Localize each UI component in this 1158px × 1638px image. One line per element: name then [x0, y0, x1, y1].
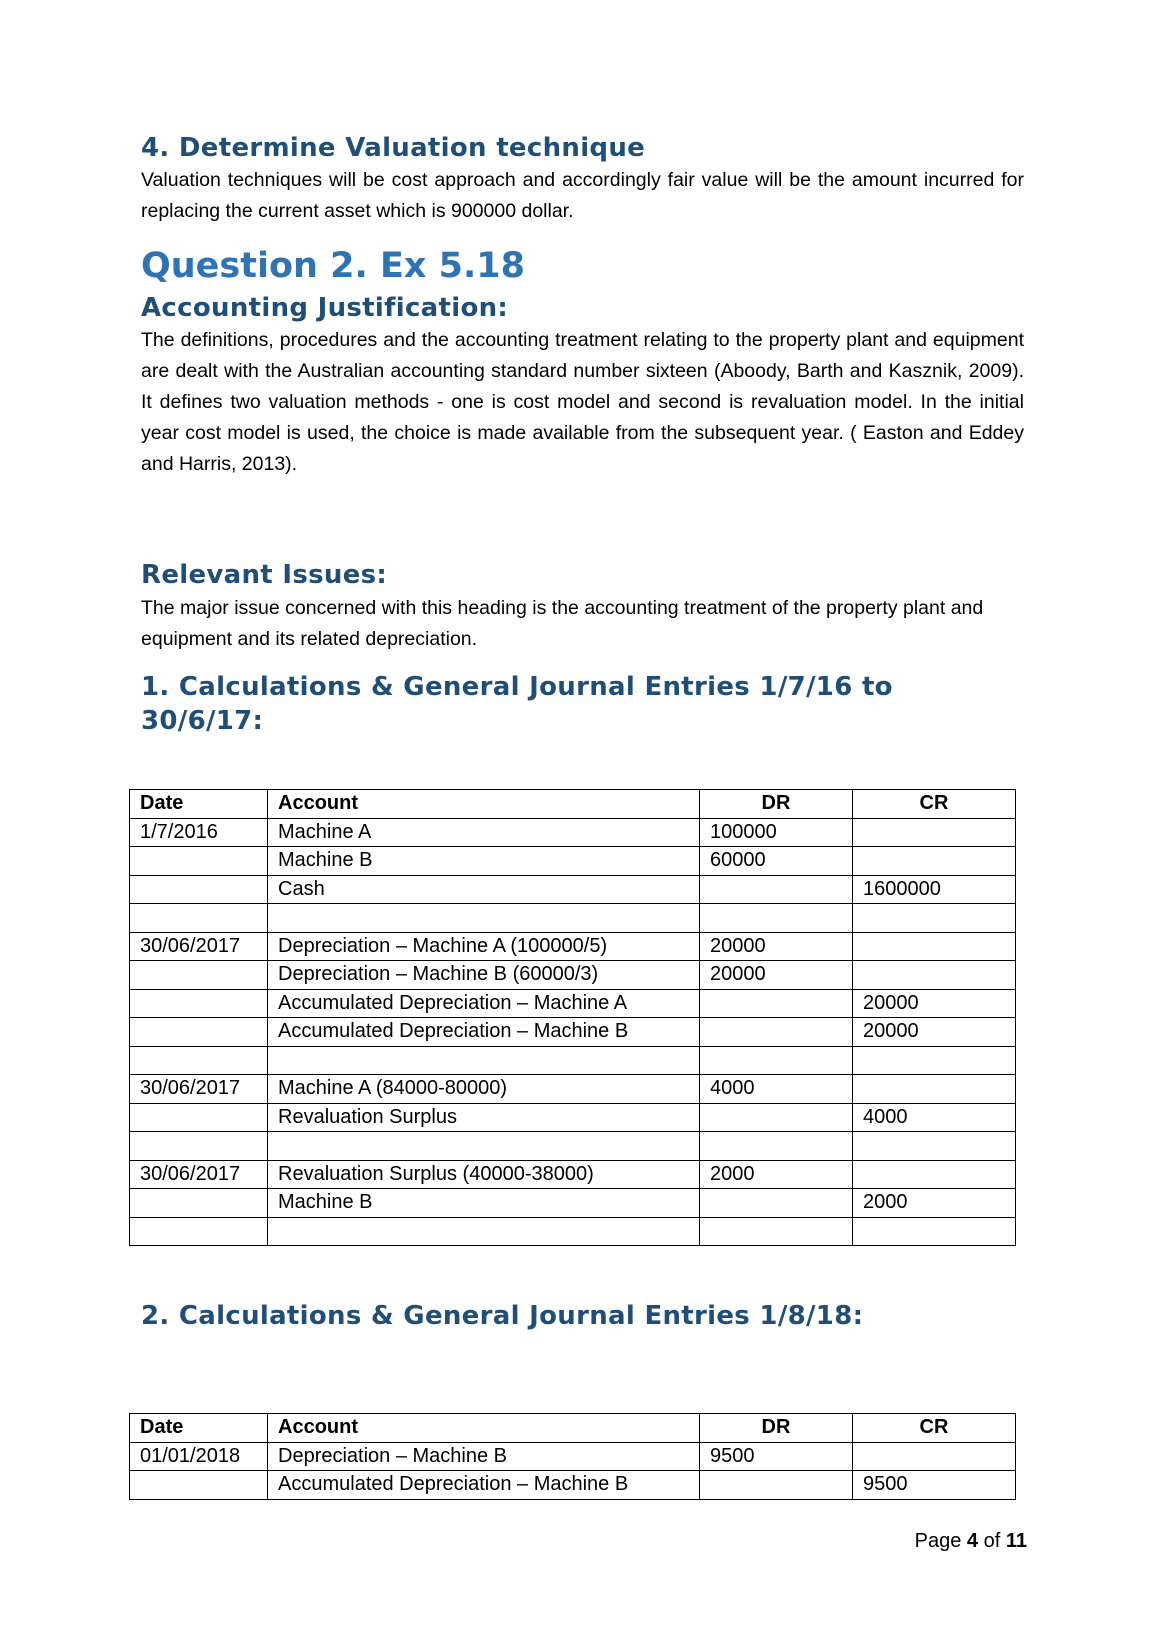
account-cell	[268, 1046, 700, 1075]
cr-cell	[853, 932, 1016, 961]
account-cell: Depreciation – Machine A (100000/5)	[268, 932, 700, 961]
date-cell: 01/01/2018	[130, 1442, 268, 1471]
date-cell	[130, 1018, 268, 1047]
date-column-header: Date	[130, 790, 268, 819]
cr-cell: 1600000	[853, 875, 1016, 904]
dr-cell	[700, 989, 853, 1018]
journal-1-heading: 1. Calculations & General Journal Entries 1/7/16 to 30/6/17:	[141, 672, 893, 736]
cr-column-header: CR	[853, 790, 1016, 819]
accounting-justification-paragraph: The definitions, procedures and the accounting treatment relating to the property plant and equipment are dealt with the Australian accounting standard number sixteen (Aboody, Barth and Kasznik, 2009). It defines two valuation methods - one is cost model and second is revaluation model. In the initial year cost model is used, the choice is made available from the subsequent year. ( Easton and Eddey and Harris, 2013).	[141, 329, 1024, 475]
table-row	[130, 1471, 1016, 1500]
journal-table-2016-2017	[129, 789, 1016, 1246]
account-cell: Machine B	[268, 847, 700, 876]
table-row	[130, 1217, 1016, 1246]
account-cell	[268, 1217, 700, 1246]
dr-cell	[700, 1103, 853, 1132]
page-footer	[915, 1526, 1027, 1556]
dr-cell: 9500	[700, 1442, 853, 1471]
dr-cell	[700, 1046, 853, 1075]
date-cell: 1/7/2016	[130, 818, 268, 847]
dr-cell	[700, 1132, 853, 1161]
cr-cell	[853, 1217, 1016, 1246]
table-row	[130, 1160, 1016, 1189]
date-column-header: Date	[130, 1414, 268, 1443]
date-cell	[130, 1132, 268, 1161]
cr-cell: 20000	[853, 1018, 1016, 1047]
account-cell: Machine A	[268, 818, 700, 847]
dr-cell	[700, 1217, 853, 1246]
dr-cell: 20000	[700, 932, 853, 961]
journal-2-heading: 2. Calculations & General Journal Entries 1/8/18:	[141, 1301, 864, 1331]
date-cell: 30/06/2017	[130, 1160, 268, 1189]
cr-cell	[853, 1160, 1016, 1189]
table-row	[130, 1189, 1016, 1218]
date-cell	[130, 961, 268, 990]
account-cell: Depreciation – Machine B (60000/3)	[268, 961, 700, 990]
account-column-header: Account	[268, 790, 700, 819]
question-title: Question 2. Ex 5.18	[141, 246, 525, 286]
cr-cell: 4000	[853, 1103, 1016, 1132]
journal-table-2018	[129, 1413, 1016, 1500]
table-row	[130, 1132, 1016, 1161]
dr-cell	[700, 904, 853, 933]
date-cell	[130, 1217, 268, 1246]
account-cell: Cash	[268, 875, 700, 904]
table-header-row	[130, 790, 1016, 819]
dr-cell	[700, 1189, 853, 1218]
dr-cell: 20000	[700, 961, 853, 990]
cr-cell: 2000	[853, 1189, 1016, 1218]
dr-cell	[700, 875, 853, 904]
cr-cell	[853, 1442, 1016, 1471]
table-row	[130, 847, 1016, 876]
date-cell	[130, 1103, 268, 1132]
account-cell: Machine A (84000-80000)	[268, 1075, 700, 1104]
date-cell	[130, 1189, 268, 1218]
account-cell: Depreciation – Machine B	[268, 1442, 700, 1471]
table-row	[130, 1046, 1016, 1075]
table-row	[130, 961, 1016, 990]
table-row	[130, 1103, 1016, 1132]
dr-column-header: DR	[700, 790, 853, 819]
table-header-row	[130, 1414, 1016, 1443]
accounting-justification-heading: Accounting Justification:	[141, 293, 509, 323]
page-number: 4	[966, 1530, 979, 1552]
cr-cell: 20000	[853, 989, 1016, 1018]
relevant-issues-paragraph: The major issue concerned with this heading is the accounting treatment of the property plant and equipment and its related depreciation.	[141, 597, 984, 650]
dr-cell: 4000	[700, 1075, 853, 1104]
dr-cell: 100000	[700, 818, 853, 847]
account-cell	[268, 904, 700, 933]
account-column-header: Account	[268, 1414, 700, 1443]
cr-cell	[853, 818, 1016, 847]
table-row	[130, 875, 1016, 904]
dr-cell	[700, 1471, 853, 1500]
cr-cell	[853, 847, 1016, 876]
account-cell: Machine B	[268, 1189, 700, 1218]
account-cell: Accumulated Depreciation – Machine B	[268, 1018, 700, 1047]
account-cell: Revaluation Surplus	[268, 1103, 700, 1132]
page-label: Page	[914, 1530, 962, 1552]
cr-cell	[853, 1132, 1016, 1161]
dr-cell	[700, 1018, 853, 1047]
date-cell	[130, 847, 268, 876]
account-cell: Accumulated Depreciation – Machine A	[268, 989, 700, 1018]
cr-column-header: CR	[853, 1414, 1016, 1443]
valuation-technique-paragraph: Valuation techniques will be cost approach and accordingly fair value will be the amount incurred for replacing the current asset which is 900000 dollar.	[141, 169, 1024, 222]
section-heading-valuation-technique: 4. Determine Valuation technique	[141, 133, 646, 163]
table-row	[130, 1442, 1016, 1471]
table-row	[130, 818, 1016, 847]
cr-cell	[853, 904, 1016, 933]
cr-cell	[853, 1046, 1016, 1075]
account-cell: Accumulated Depreciation – Machine B	[268, 1471, 700, 1500]
table-row	[130, 904, 1016, 933]
cr-cell: 9500	[853, 1471, 1016, 1500]
table-row	[130, 1075, 1016, 1104]
date-cell: 30/06/2017	[130, 1075, 268, 1104]
date-cell: 30/06/2017	[130, 932, 268, 961]
cr-cell	[853, 1075, 1016, 1104]
date-cell	[130, 1471, 268, 1500]
account-cell	[268, 1132, 700, 1161]
of-label: of	[983, 1530, 1001, 1552]
date-cell	[130, 904, 268, 933]
dr-cell: 60000	[700, 847, 853, 876]
date-cell	[130, 1046, 268, 1075]
dr-column-header: DR	[700, 1414, 853, 1443]
date-cell	[130, 989, 268, 1018]
table-row	[130, 989, 1016, 1018]
cr-cell	[853, 961, 1016, 990]
table-row	[130, 932, 1016, 961]
table-row	[130, 1018, 1016, 1047]
account-cell: Revaluation Surplus (40000-38000)	[268, 1160, 700, 1189]
relevant-issues-heading: Relevant Issues:	[141, 560, 388, 590]
dr-cell: 2000	[700, 1160, 853, 1189]
total-pages: 11	[1005, 1530, 1027, 1552]
date-cell	[130, 875, 268, 904]
